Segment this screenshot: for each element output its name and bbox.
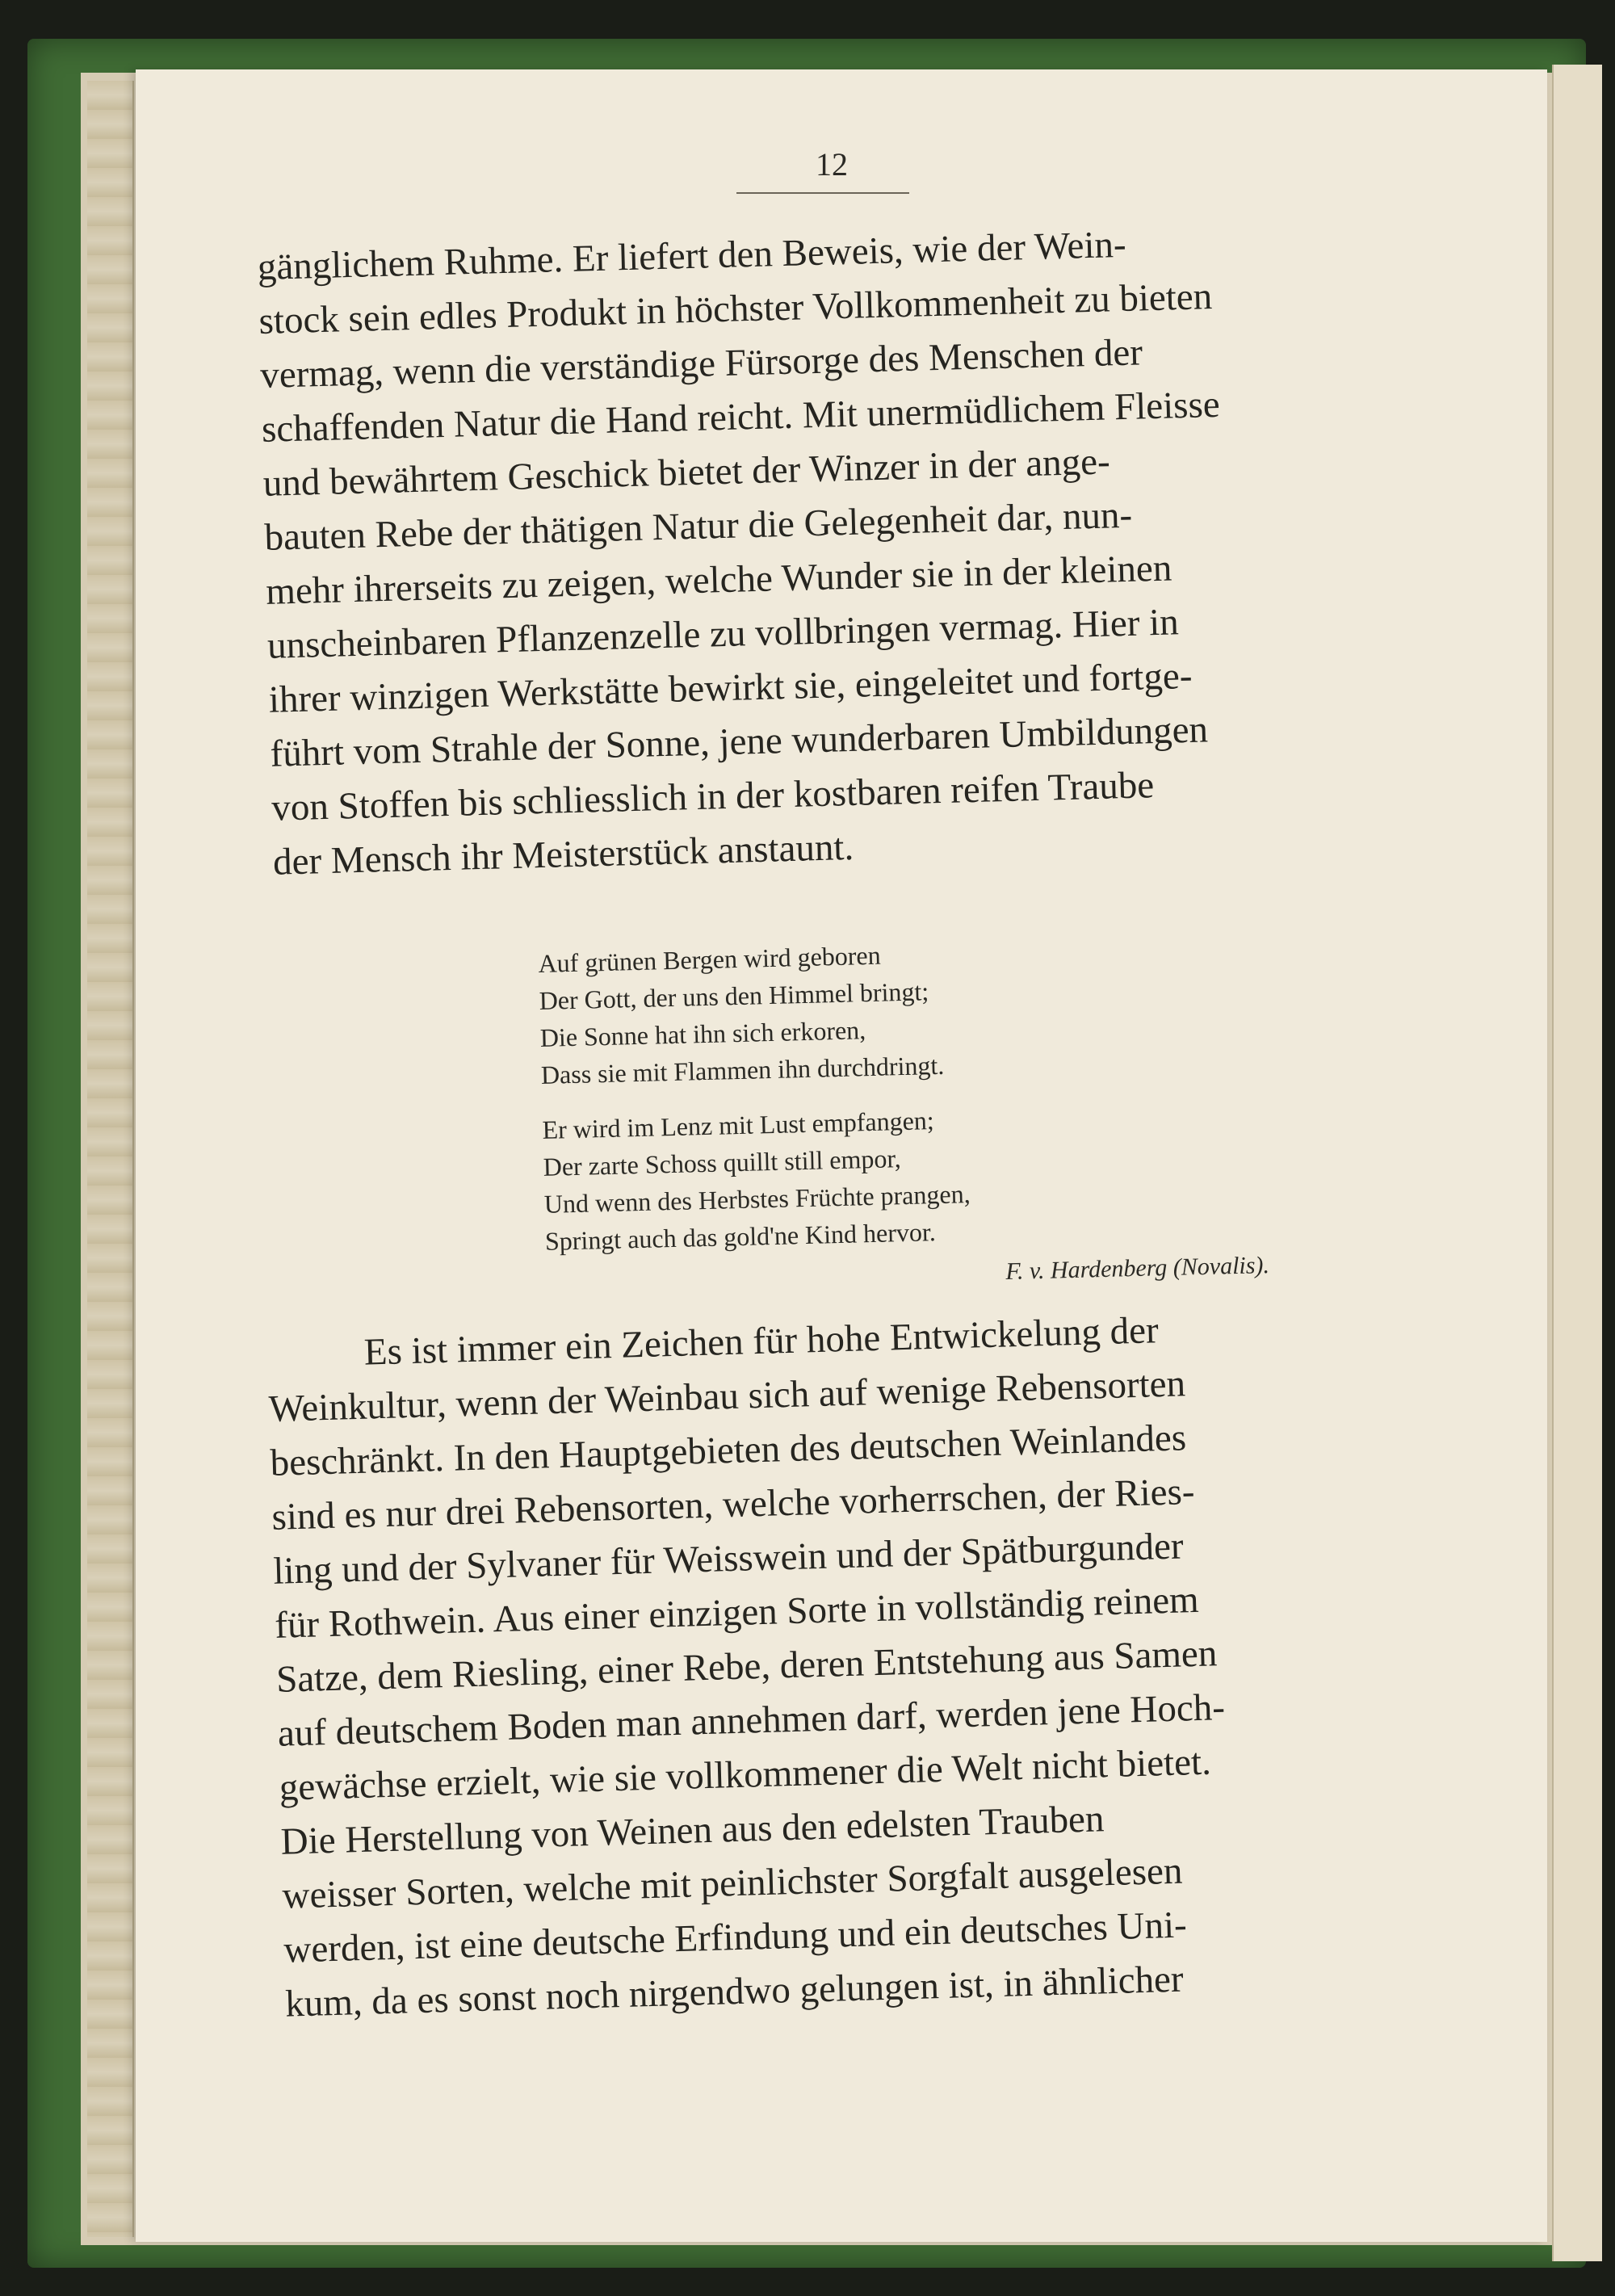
poem-line: Der zarte Schoss quillt still empor, [543,1144,902,1182]
text-line: gänglichem Ruhme. Er liefert den Beweis, wie der Wein- [257,223,1127,288]
paragraph-2 [266,1296,1433,2031]
poem-stanza-1 [538,924,1413,1093]
poem-stanza-2 [542,1090,1417,1260]
text-line: beschränkt. In den Hauptgebieten des deutschen Weinlandes [269,1417,1187,1484]
poem-line: Springt auch das gold'ne Kind hervor. [544,1217,937,1256]
book-spine-strip [87,81,134,2237]
poem-author: F. v. Hardenberg (Novalis). [1005,1252,1270,1285]
poem-line: Dass sie mit Flammen ihn durchdringt. [540,1050,945,1089]
text-line: auf deutschem Boden man annehmen darf, werden jene Hoch- [277,1686,1226,1755]
text-line: und bewährtem Geschick bietet der Winzer in der ange- [262,440,1111,505]
text-line: vermag, wenn die verständige Fürsorge des Menschen der [259,331,1143,397]
text-line: unscheinbaren Pflanzenzelle zu vollbringen vermag. Hier in [266,601,1180,667]
paragraph-1 [257,211,1420,890]
text-line: stock sein edles Produkt in höchster Vollkommenheit zu bieten [258,275,1213,342]
page-number-rule [736,192,909,194]
text-line: gewächse erzielt, wie sie vollkommener die Welt nicht bietet. [279,1740,1212,1809]
right-page-edge [1552,65,1602,2261]
text-line: für Rothwein. Aus einer einzigen Sorte in vollständig reinem [274,1578,1200,1647]
text-line: Weinkultur, wenn der Weinbau sich auf wenige Rebensorten [268,1362,1186,1430]
poem-line: Der Gott, der uns den Himmel bringt; [539,976,929,1015]
text-line: weisser Sorten, welche mit peinlichster Sorgfalt ausgelesen [281,1849,1184,1917]
text-line: Die Herstellung von Weinen aus den edelsten Trauben [280,1798,1105,1863]
text-line: mehr ihrerseits zu zeigen, welche Wunder sie in der kleinen [265,547,1172,613]
text-line: kum, da es sonst noch nirgendwo gelungen ist, in ähnlicher [284,1958,1185,2025]
text-line: schaffenden Natur die Hand reicht. Mit unermüdlichem Fleisse [261,383,1221,451]
text-line: führt vom Strahle der Sonne, jene wunderbaren Umbildungen [269,708,1209,775]
poem-line: Auf grünen Bergen wird geboren [538,940,882,978]
poem [538,924,1418,1278]
poem-line: Die Sonne hat ihn sich erkoren, [539,1015,866,1052]
text-line: Satze, dem Riesling, einer Rebe, deren Entstehung aus Samen [275,1632,1218,1701]
text-line: ling und der Sylvaner für Weisswein und der Spätburgunder [272,1525,1185,1593]
text-line: werden, ist eine deutsche Erfindung und ein deutsches Uni- [283,1904,1188,1971]
text-line: Es ist immer ein Zeichen für hohe Entwickelung der [363,1309,1160,1374]
text-line: ihrer winzigen Werkstätte bewirkt sie, eingeleitet und fortge- [268,654,1193,721]
text-line: bauten Rebe der thätigen Natur die Gelegenheit dar, nun- [263,493,1133,559]
page-number: 12 [816,146,848,183]
text-line: von Stoffen bis schliesslich in der kostbaren reifen Traube [271,764,1155,829]
poem-line: Und wenn des Herbstes Früchte prangen, [543,1179,971,1219]
text-line: sind es nur drei Rebensorten, welche vorherrschen, der Ries- [271,1470,1196,1538]
poem-line: Er wird im Lenz mit Lust empfangen; [542,1106,935,1144]
text-line: der Mensch ihr Meisterstück anstaunt. [272,825,854,884]
